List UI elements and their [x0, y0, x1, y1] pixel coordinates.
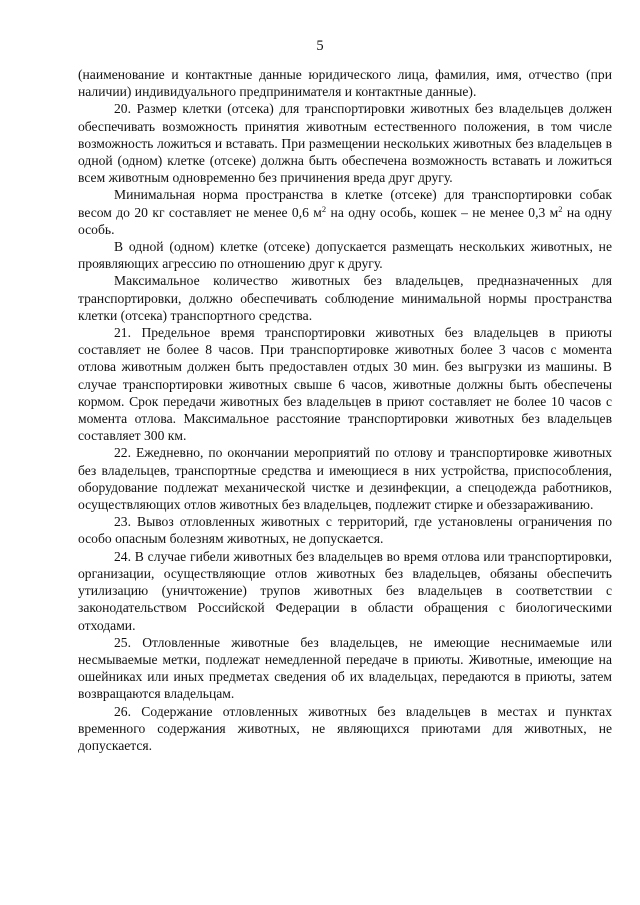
square-superscript-1: 2 — [321, 203, 327, 214]
paragraph-space-norm — [78, 186, 612, 238]
paragraph-item-25: 25. Отловленные животные без владельцев, не имеющие неснимаемые или несмываемые метки, подлежат немедленной передаче в приюты. Животные, имеющие на ошейниках или иных предметах сведения об их владельцах, передаются в приюты, затем возвращаются владельцам. — [78, 634, 612, 702]
space-norm-text-2: на одну особь, кошек – не менее 0,3 м — [326, 204, 559, 220]
space-norm-text-3: на одну особь. — [78, 204, 612, 237]
paragraph-continuation: (наименование и контактные данные юридического лица, фамилия, имя, отчество (при наличии) индивидуального предпринимателя и контактные данные). — [78, 67, 612, 100]
paragraph-cage-placement: В одной (одном) клетке (отсеке) допускается размещать нескольких животных, не проявляющих агрессию по отношению друг к другу. — [78, 239, 612, 272]
paragraph-max-quantity: Максимальное количество животных без владельцев, предназначенных для транспортировки, должно обеспечивать соблюдение минимальной нормы пространства клетки (отсека) транспортного средства. — [78, 273, 612, 323]
paragraph-item-21: 21. Предельное время транспортировки животных без владельцев в приюты составляет не более 8 часов. При транспортировке животных более 3 часов с момента отлова животным должен быть предоставлен отдых 30 мин. без выгрузки из машины. В случае транспортировки животных свыше 6 часов, животные должны быть обеспечены кормом. Срок передачи животных без владельцев в приют составляет не более 10 часов с момента отлова. Максимальное расстояние транспортировки животных без владельцев составляет 300 км. — [78, 325, 612, 444]
paragraph-item-23: 23. Вывоз отловленных животных с территорий, где установлены ограничения по особо опасным болезням животных, не допускается. — [78, 514, 612, 547]
paragraph-item-26: 26. Содержание отловленных животных без владельцев в местах и пунктах временного содержания животных, не являющихся приютами для животных, не допускается. — [78, 703, 612, 753]
square-superscript-2: 2 — [558, 203, 563, 214]
paragraph-item-22: 22. Ежедневно, по окончании мероприятий по отлову и транспортировке животных без владельцев, транспортные средства и имеющиеся в них устройства, приспособления, оборудование подлежат механической чистке и дезинфекции, а спецодежда работников, осуществляющих отлов животных без владельцев, подлежит стирке и обеззараживанию. — [78, 445, 612, 513]
document-body — [78, 66, 612, 754]
paragraph-item-20: 20. Размер клетки (отсека) для транспортировки животных без владельцев должен обеспечивать возможность принятия животным естественного положения, в том числе возможность ложиться и вставать. При размещении нескольких животных без владельцев в одной (одном) клетке (отсеке) должна быть обеспечена возможность вставать и ложиться всем животным одновременно без причинения вреда друг другу. — [78, 101, 612, 186]
paragraph-item-24: 24. В случае гибели животных без владельцев во время отлова или транспортировки, организации, осуществляющие отлов животных без владельцев, обязаны обеспечить утилизацию (уничтожение) трупов животных без владельцев в соответствии с законодательством Российской Федерации в области обращения с биологическими отходами. — [78, 548, 612, 633]
page-number: 5 — [316, 38, 324, 54]
space-norm-text-1: Минимальная норма пространства в клетке (отсеке) для транспортировки собак весом до 20 кг составляет не менее 0,6 м — [78, 187, 612, 220]
